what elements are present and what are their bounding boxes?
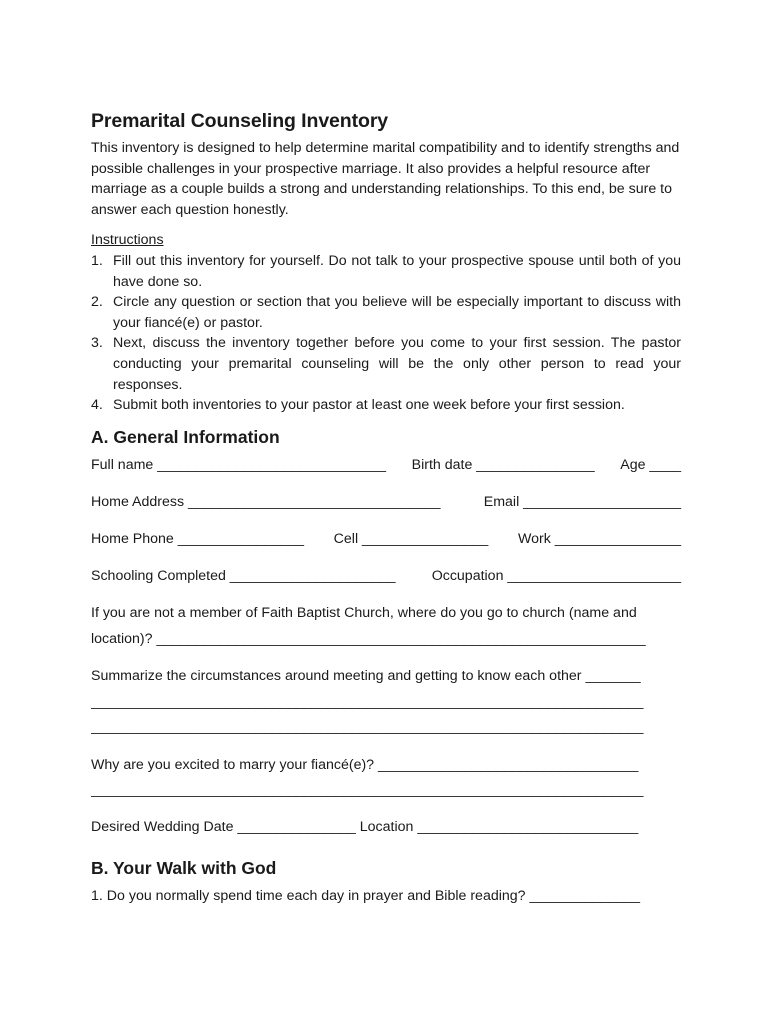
instruction-text: Circle any question or section that you believe will be especially important to discuss with your fiancé(e) or pastor. <box>113 294 681 331</box>
church-location-field[interactable]: location)? ______________________________________________________________ <box>91 631 646 648</box>
intro-paragraph: This inventory is designed to help determine marital compatibility and to identify strengths and possible challenges in your prospective marriage. It also provides a helpful resource after marriage as a couple builds a strong and understanding relationships. To this end, be sure to answer each question honestly. <box>91 140 680 218</box>
instruction-item <box>91 333 681 395</box>
document-content <box>91 108 681 907</box>
summarize-blank-line[interactable]: ______________________________________________________________________ <box>91 693 644 710</box>
excited-blank-line[interactable]: ______________________________________________________________________ <box>91 782 644 799</box>
instruction-item <box>91 251 681 292</box>
phone-row <box>91 529 681 550</box>
work-field[interactable]: Work ________________ <box>517 531 681 548</box>
instruction-text: Next, discuss the inventory together before you come to your first session. The pastor conducting your premarital counseling will be the only other person to read your responses. <box>113 335 681 393</box>
instructions-block <box>91 230 681 415</box>
age-field[interactable]: Age ____ <box>620 456 681 473</box>
instruction-text: Fill out this inventory for yourself. Do not talk to your prospective spouse until both of you have done so. <box>113 252 681 290</box>
instruction-text: Submit both inventories to your pastor at least one week before your first session. <box>113 397 625 414</box>
section-b-heading: B. Your Walk with God <box>91 858 277 878</box>
birth-date-field[interactable]: Birth date _______________ <box>411 456 595 473</box>
section-a-heading: A. General Information <box>91 426 280 447</box>
wedding-row <box>91 817 681 838</box>
summarize-blank-line[interactable]: ______________________________________________________________________ <box>91 719 644 736</box>
home-address-field[interactable]: Home Address ________________________________ <box>91 493 441 510</box>
instruction-number: 1. <box>91 252 103 269</box>
occupation-field[interactable]: Occupation ______________________ <box>431 568 681 585</box>
excited-question[interactable]: Why are you excited to marry your fiancé(e)? _________________________________ <box>91 756 639 773</box>
prayer-question[interactable]: 1. Do you normally spend time each day in prayer and Bible reading? ______________ <box>91 888 640 904</box>
instruction-number: 3. <box>91 335 103 352</box>
instruction-item <box>91 292 681 333</box>
address-row <box>91 492 681 513</box>
schooling-field[interactable]: Schooling Completed _____________________ <box>91 568 396 585</box>
instruction-number: 2. <box>91 294 103 311</box>
instructions-list <box>91 251 681 416</box>
church-question: If you are not a member of Faith Baptist Church, where do you go to church (name and <box>91 605 637 622</box>
full-name-field[interactable]: Full name _____________________________ <box>91 456 387 473</box>
document-title: Premarital Counseling Inventory <box>91 110 389 132</box>
cell-field[interactable]: Cell ________________ <box>333 531 489 548</box>
instructions-heading: Instructions <box>91 232 164 249</box>
instruction-number: 4. <box>91 397 103 414</box>
instruction-item <box>91 395 681 416</box>
section-general-information <box>91 425 681 838</box>
schooling-row <box>91 566 681 587</box>
email-field[interactable]: Email ____________________ <box>483 493 681 510</box>
name-row <box>91 455 681 476</box>
home-phone-field[interactable]: Home Phone ________________ <box>91 531 304 548</box>
wedding-location-field[interactable]: Location ____________________________ <box>359 819 639 836</box>
summarize-question[interactable]: Summarize the circumstances around meeting and getting to know each other _______ <box>91 668 641 685</box>
section-walk-with-god <box>91 856 681 907</box>
wedding-date-field[interactable]: Desired Wedding Date _______________ <box>91 819 356 836</box>
